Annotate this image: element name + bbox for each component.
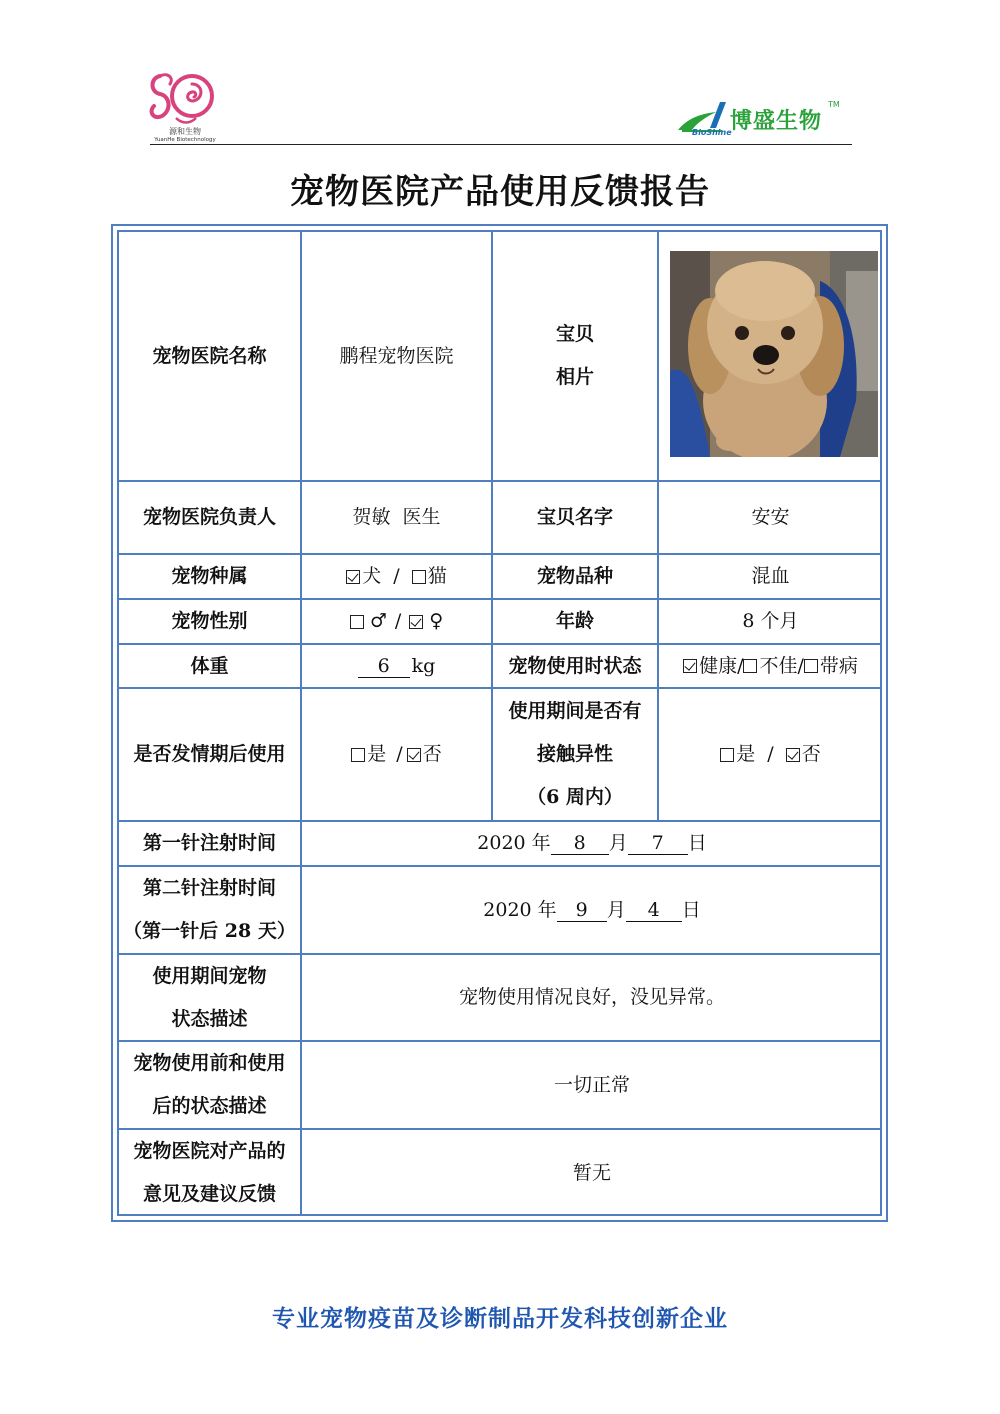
during-use-label-line-2: 状态描述 bbox=[171, 1007, 248, 1030]
yuanhe-logo bbox=[140, 66, 230, 146]
weight-unit: kg bbox=[411, 654, 436, 677]
second-shot-month-unit: 月 bbox=[606, 898, 626, 921]
yuanhe-logo-en: YuanHe Biotechnology bbox=[154, 137, 216, 143]
before-after-label bbox=[119, 1042, 300, 1128]
estrus-no-label: 否 bbox=[422, 743, 442, 766]
sex-male-checkbox[interactable] bbox=[350, 615, 364, 629]
responsible-label: 宠物医院负责人 bbox=[142, 506, 276, 529]
dog-photo-icon bbox=[670, 251, 878, 457]
pet-photo bbox=[670, 251, 878, 457]
status-options bbox=[659, 645, 882, 687]
yuanhe-logo-cn: 源和生物 bbox=[169, 127, 201, 136]
responsible-value: 贺敏 医生 bbox=[352, 506, 441, 529]
species-dog-label: 犬 bbox=[362, 565, 382, 588]
first-shot-year: 2020 年 bbox=[477, 832, 551, 855]
estrus-yes-label: 是 bbox=[367, 743, 387, 766]
during-use-label-line-1: 使用期间宠物 bbox=[152, 964, 267, 987]
feedback-label-line-1: 宠物医院对产品的 bbox=[133, 1140, 286, 1162]
contact-yes-checkbox[interactable] bbox=[720, 748, 734, 762]
pet-name-value: 安安 bbox=[751, 506, 790, 529]
photo-label-line-1: 宝贝 bbox=[555, 323, 594, 345]
estrus-separator: / bbox=[396, 743, 403, 766]
bioshine-logo-cn: 博盛生物 bbox=[730, 109, 823, 134]
first-shot-day: 7 bbox=[628, 832, 688, 855]
second-shot-day: 4 bbox=[626, 899, 682, 922]
second-shot-month: 9 bbox=[557, 899, 607, 922]
contact-no-checkbox[interactable] bbox=[786, 748, 800, 762]
status-label: 宠物使用时状态 bbox=[508, 654, 642, 677]
hospital-name-value: 鹏程宠物医院 bbox=[339, 344, 454, 367]
second-shot-date bbox=[302, 867, 882, 953]
during-use-value: 宠物使用情况良好，没见异常。 bbox=[458, 986, 725, 1009]
sex-female-checkbox[interactable] bbox=[409, 615, 423, 629]
status-sick-label: 带病 bbox=[819, 654, 858, 677]
bioshine-logo bbox=[676, 98, 856, 142]
contact-label-line-2: 接触异性 bbox=[536, 743, 613, 765]
second-shot-label bbox=[119, 867, 300, 953]
status-separator-2: / bbox=[797, 654, 804, 677]
contact-label-line-1: 使用期间是否有 bbox=[508, 700, 642, 722]
species-label: 宠物种属 bbox=[171, 565, 248, 588]
before-after-label-line-2: 后的状态描述 bbox=[152, 1095, 267, 1117]
species-dog-checkbox[interactable] bbox=[346, 570, 360, 584]
first-shot-day-unit: 日 bbox=[687, 832, 707, 855]
pet-name-label: 宝贝名字 bbox=[536, 506, 613, 529]
second-shot-label-line-1: 第二针注射时间 bbox=[142, 877, 276, 899]
status-separator-1: / bbox=[737, 654, 744, 677]
bioshine-logo-tm: TM bbox=[828, 100, 840, 109]
bioshine-logo-en: BioShine bbox=[692, 128, 732, 137]
sex-separator: / bbox=[394, 610, 402, 633]
species-options bbox=[302, 555, 491, 598]
first-shot-date bbox=[302, 822, 882, 865]
during-use-label bbox=[119, 955, 300, 1040]
feedback-value: 暂无 bbox=[572, 1161, 611, 1184]
before-after-value: 一切正常 bbox=[553, 1073, 630, 1096]
status-poor-label: 不佳 bbox=[759, 654, 798, 677]
estrus-options bbox=[302, 689, 491, 820]
first-shot-month: 8 bbox=[551, 832, 609, 855]
footer-slogan: 专业宠物疫苗及诊断制品开发科技创新企业 bbox=[272, 1305, 728, 1332]
document-title: 宠物医院产品使用反馈报告 bbox=[290, 172, 710, 212]
first-shot-label: 第一针注射时间 bbox=[142, 832, 276, 855]
feedback-label bbox=[119, 1130, 300, 1216]
first-shot-month-unit: 月 bbox=[608, 832, 628, 855]
species-separator: / bbox=[393, 565, 400, 588]
status-healthy-checkbox[interactable] bbox=[683, 659, 697, 673]
contact-yes-label: 是 bbox=[736, 743, 756, 766]
contact-label-line-3: （6 周内） bbox=[527, 786, 623, 808]
second-shot-label-line-2: （第一针后 28 天） bbox=[123, 920, 296, 942]
yuanhe-logo-icon bbox=[146, 66, 218, 126]
breed-value: 混血 bbox=[751, 565, 790, 588]
weight-field bbox=[302, 645, 491, 687]
status-healthy-label: 健康 bbox=[699, 654, 738, 677]
contact-options bbox=[659, 689, 882, 820]
second-shot-day-unit: 日 bbox=[681, 898, 701, 921]
species-cat-checkbox[interactable] bbox=[412, 570, 426, 584]
feedback-label-line-2: 意见及建议反馈 bbox=[142, 1183, 276, 1205]
weight-value: 6 bbox=[358, 655, 410, 678]
second-shot-year: 2020 年 bbox=[483, 898, 557, 921]
sex-female-icon: ♀ bbox=[429, 610, 444, 633]
sex-male-icon: ♂ bbox=[369, 610, 387, 633]
estrus-yes-checkbox[interactable] bbox=[351, 748, 365, 762]
before-after-label-line-1: 宠物使用前和使用 bbox=[133, 1052, 286, 1074]
age-value: 8 个月 bbox=[742, 610, 799, 633]
status-sick-checkbox[interactable] bbox=[804, 659, 818, 673]
weight-label: 体重 bbox=[190, 654, 229, 677]
contact-label bbox=[493, 689, 657, 820]
age-label: 年龄 bbox=[555, 610, 594, 633]
estrus-label: 是否发情期后使用 bbox=[133, 743, 286, 766]
species-cat-label: 猫 bbox=[427, 565, 447, 588]
photo-label bbox=[493, 232, 657, 480]
contact-no-label: 否 bbox=[801, 743, 821, 766]
contact-separator: / bbox=[767, 743, 774, 766]
breed-label: 宠物品种 bbox=[536, 565, 613, 588]
estrus-no-checkbox[interactable] bbox=[407, 748, 421, 762]
status-poor-checkbox[interactable] bbox=[743, 659, 757, 673]
sex-label: 宠物性别 bbox=[171, 610, 248, 633]
hospital-name-label: 宠物医院名称 bbox=[152, 344, 267, 367]
header-rule bbox=[150, 144, 852, 145]
sex-options bbox=[302, 600, 491, 643]
photo-label-line-2: 相片 bbox=[555, 366, 594, 388]
